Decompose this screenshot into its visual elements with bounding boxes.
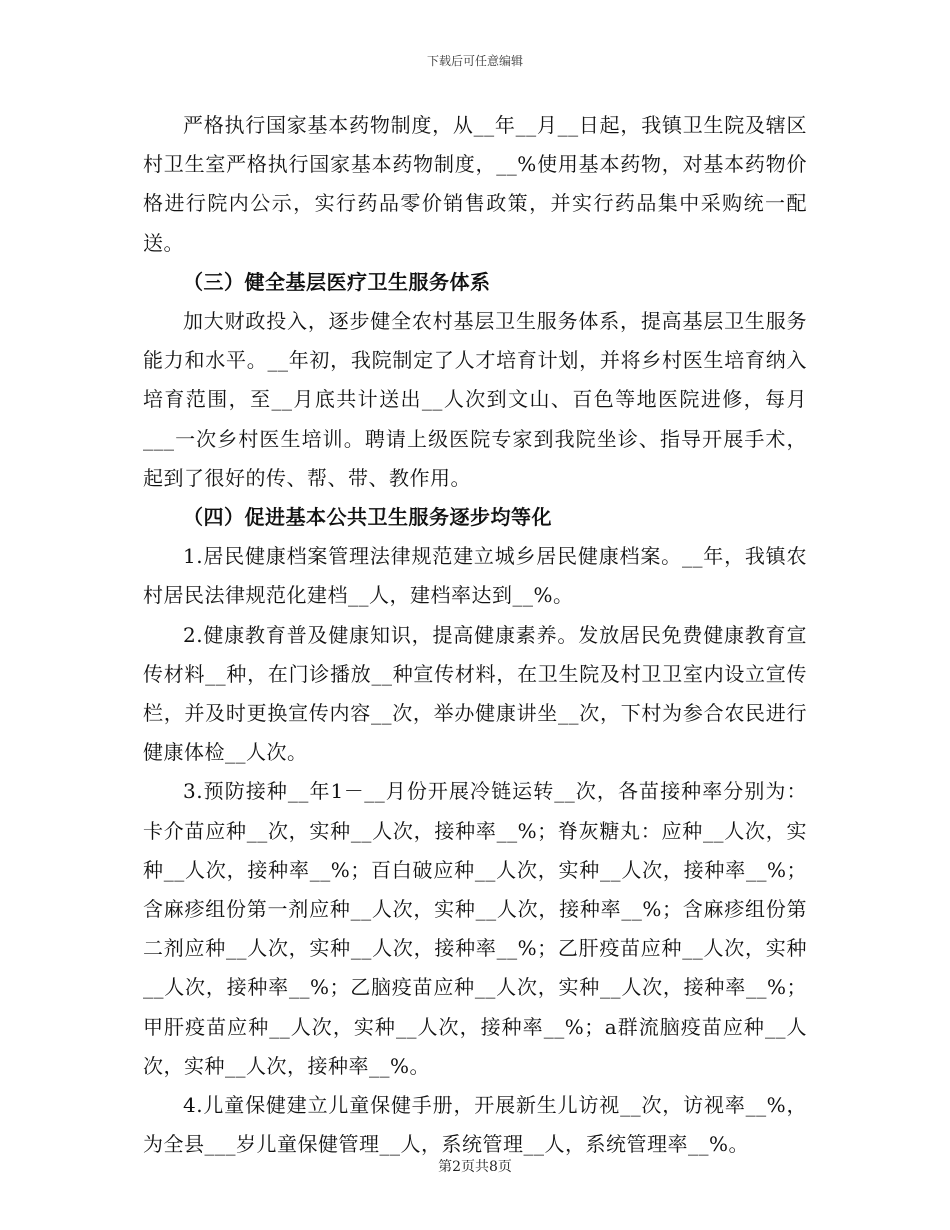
page-footer: 第2页共8页 <box>438 1159 512 1175</box>
paragraph-drug-system: 严格执行国家基本药物制度，从__年__月__日起，我镇卫生院及辖区村卫生室严格执行国家基本药物制度，__%使用基本药物，对基本药物价格进行院内公示，实行药品零价销售政策，并实行药品集中采购统一配送。 <box>143 113 807 255</box>
section-heading-3: （三）健全基层医疗卫生服务体系 <box>183 269 491 294</box>
paragraph-service-system: 加大财政投入，逐步健全农村基层卫生服务体系，提高基层卫生服务能力和水平。__年初，我院制定了人才培育计划，并将乡村医生培育纳入培育范围，至__月底共计送出__人次到文山、百色等地医院进修，每月___一次乡村医生培训。聘请上级医院专家到我院坐诊、指导开展手术，起到了很好的传、帮、带、教作用。 <box>143 309 807 490</box>
section-heading-4: （四）促进基本公共卫生服务逐步均等化 <box>183 505 552 530</box>
page-header: 下载后可任意编辑 <box>426 54 523 68</box>
document-body <box>143 106 807 1164</box>
paragraph-child-health: 4.儿童保健建立儿童保健手册，开展新生儿访视__次，访视率__%，为全县___岁儿童保健管理__人，系统管理__人，系统管理率__%。 <box>143 1093 807 1157</box>
paragraph-health-records: 1.居民健康档案管理法律规范建立城乡居民健康档案。__年，我镇农村居民法律规范化建档__人，建档率达到__%。 <box>143 544 807 608</box>
paragraph-vaccination: 3.预防接种__年1－__月份开展冷链运转__次，各苗接种率分别为：卡介苗应种__次，实种__人次，接种率__%；脊灰糖丸：应种__人次，实种__人次，接种率__%；百白破应种__人次，实种__人次，接种率__%；含麻疹组份第一剂应种__人次，实种__人次，接种率__%；含麻疹组份第二剂应种__人次，实种__人次，接种率__%；乙肝疫苗应种__人次，实种__人次，接种率__%；乙脑疫苗应种__人次，实种__人次，接种率__%；甲肝疫苗应种__人次，实种__人次，接种率__%；a群流脑疫苗应种__人次，实种__人次，接种率__%。 <box>143 779 807 1078</box>
paragraph-health-education: 2.健康教育普及健康知识，提高健康素养。发放居民免费健康教育宣传材料__种，在门诊播放__种宣传材料，在卫生院及村卫卫室内设立宣传栏，并及时更换宣传内容__次，举办健康讲坐__次，下村为参合农民进行健康体检__人次。 <box>143 622 807 765</box>
